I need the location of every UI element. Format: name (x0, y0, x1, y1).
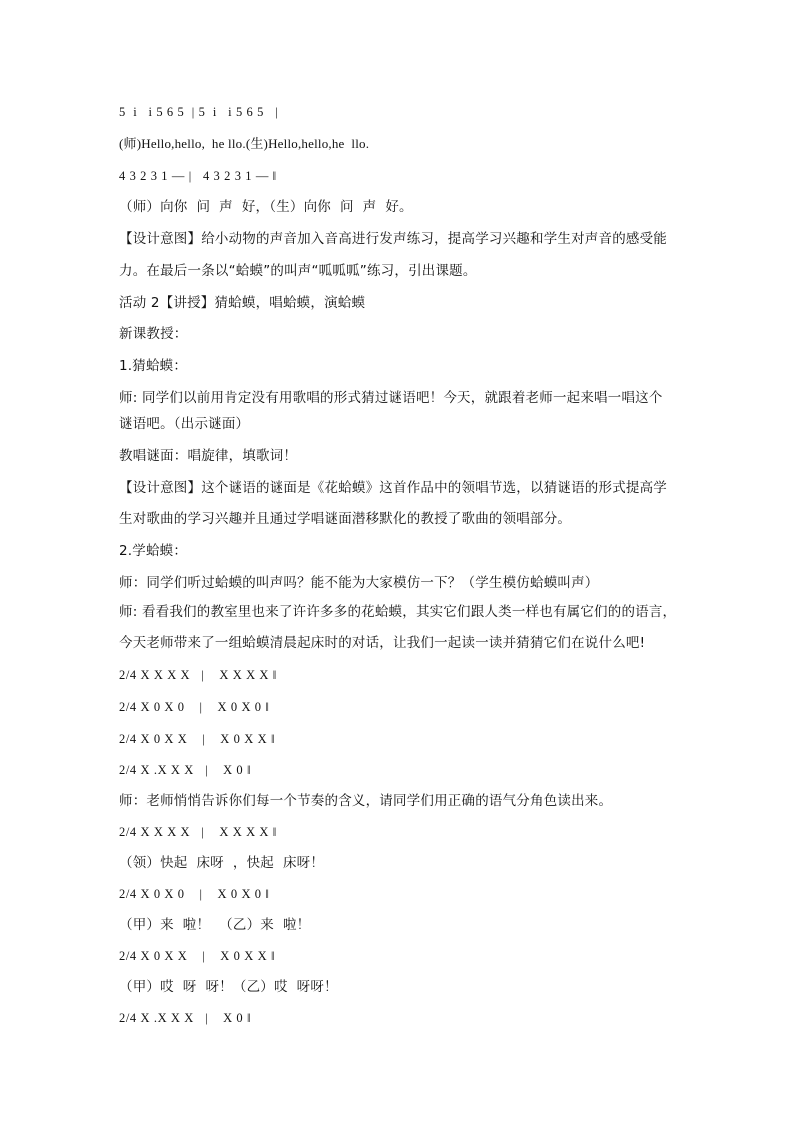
rhythm-line: 2/4 X .X X X | X 0 ‖ (119, 1011, 252, 1025)
design-intent-paragraph: 力。在最后一条以“蛤蟆”的叫声“呱呱呱”练习，引出课题。 (119, 263, 477, 279)
rhythm-line: 2/4 X X X X | X X X X ‖ (119, 668, 277, 682)
section-heading: 新课教授： (119, 326, 188, 342)
design-intent-paragraph: 【设计意图】这个谜语的谜面是《花蛤蟆》这首作品中的领唱节选，以猜谜语的形式提高学 (119, 480, 667, 496)
dialogue-line: （领）快起 床呀 ，快起 床呀！ (119, 855, 325, 871)
paragraph-line: 今天老师带来了一组蛤蟆清晨起床时的对话，让我们一起读一读并猜猜它们在说什么吧! (119, 635, 646, 651)
paragraph-line: 师: 同学们以前用肯定没有用歌唱的形式猜过谜语吧！今天，就跟着老师一起来唱一唱这个 (119, 390, 663, 406)
dialogue-line: （甲）来 啦！ （乙）来 啦！ (119, 917, 311, 933)
design-intent-paragraph: 生对歌曲的学习兴趣并且通过学唱谜面潜移默化的教授了歌曲的领唱部分。 (119, 511, 572, 527)
design-intent-paragraph: 【设计意图】给小动物的声音加入音高进行发声练习，提高学习兴趣和学生对声音的感受能 (119, 231, 667, 247)
rhythm-line: 2/4 X 0 X 0 | X 0 X 0 ‖ (119, 887, 270, 901)
paragraph-line: 教唱谜面：唱旋律，填歌词！ (119, 448, 298, 464)
rhythm-line: 2/4 X .X X X | X 0 ‖ (119, 763, 252, 777)
lyric-line: (师)Hello,hello, he llo.(生)Hello,hello,he llo. (119, 136, 370, 151)
paragraph-line: 师：老师悄悄告诉你们每一个节奏的含义，请同学们用正确的语气分角色读出来。 (119, 793, 613, 809)
rhythm-line: 2/4 X 0 X X | X 0 X X ‖ (119, 949, 276, 963)
lyric-line: （师）向你 问 声 好，（生）向你 问 声 好。 (119, 199, 413, 215)
rhythm-line: 2/4 X X X X | X X X X ‖ (119, 825, 277, 839)
rhythm-line: 2/4 X 0 X 0 | X 0 X 0 ‖ (119, 700, 270, 714)
dialogue-line: （甲）哎 呀 呀！（乙）哎 呀呀！ (119, 979, 338, 995)
notation-line: 4 3 2 3 1 — | 4 3 2 3 1 — ‖ (119, 169, 277, 183)
paragraph-line: 师：同学们听过蛤蟆的叫声吗？能不能为大家模仿一下？（学生模仿蛤蟆叫声） (119, 575, 599, 591)
notation-line: 5 i i 5 6 5 | 5 i i 5 6 5 | (119, 105, 279, 119)
subsection-heading: 2.学蛤蟆： (119, 543, 188, 559)
rhythm-line: 2/4 X 0 X X | X 0 X X ‖ (119, 732, 276, 746)
paragraph-line: 师: 看看我们的教室里也来了许许多多的花蛤蟆，其实它们跟人类一样也有属它们的的语言， (119, 604, 677, 620)
subsection-heading: 1.猜蛤蟆： (119, 358, 188, 374)
activity-heading: 活动 2【讲授】猜蛤蟆，唱蛤蟆，演蛤蟆 (119, 295, 366, 311)
paragraph-line: 谜语吧。（出示谜面） (119, 416, 250, 432)
